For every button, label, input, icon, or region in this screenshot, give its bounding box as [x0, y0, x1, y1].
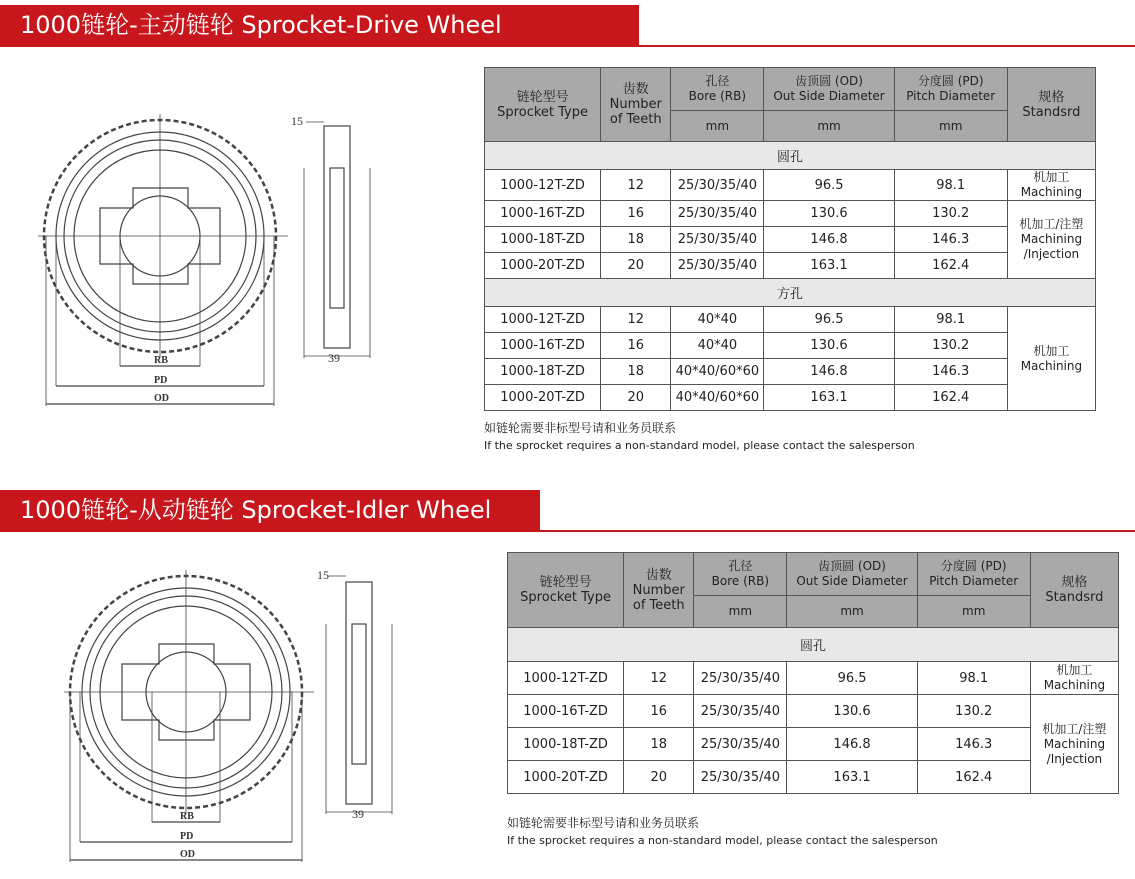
table-row: 1000-20T-ZD 20 40*40/60*60 163.1 162.4: [485, 385, 1096, 411]
col-type-header: 链轮型号 Sprocket Type: [508, 553, 624, 628]
pitch-label: PD: [180, 831, 194, 842]
side-width-label: 15: [291, 114, 303, 128]
table-row: 1000-12T-ZD 12 40*40 96.5 98.1 机加工 Machining: [485, 307, 1096, 333]
table-row: 1000-18T-ZD 18 40*40/60*60 146.8 146.3: [485, 359, 1096, 385]
col-std-header: 规格 Standsrd: [1007, 68, 1095, 142]
section-rule-drive: [0, 45, 1135, 47]
col-od-header: 齿顶圆 (OD) Out Side Diameter: [764, 68, 894, 111]
col-teeth-header: 齿数 Number of Teeth: [624, 553, 694, 628]
col-od-header: 齿顶圆 (OD) Out Side Diameter: [787, 553, 917, 596]
table-row: 1000-16T-ZD 16 40*40 130.6 130.2: [485, 333, 1096, 359]
unit-cell: mm: [694, 596, 787, 628]
section-title-idler: 1000链轮-从动链轮 Sprocket-Idler Wheel: [0, 490, 540, 530]
note-cn: 如链轮需要非标型号请和业务员联系: [507, 816, 700, 830]
table-row: 1000-16T-ZD 16 25/30/35/40 130.6 130.2 机加工/注塑 Machining /Injection: [485, 201, 1096, 227]
group-row-square: 方孔: [485, 279, 1096, 307]
group-row-round: 圆孔: [508, 628, 1119, 662]
unit-cell: mm: [894, 111, 1007, 142]
col-std-header: 规格 Standsrd: [1030, 553, 1118, 628]
section-rule-idler: [0, 530, 1135, 532]
table-row: 1000-16T-ZD 16 25/30/35/40 130.6 130.2 机加工/注塑 Machining /Injection: [508, 695, 1119, 728]
table-row: 1000-18T-ZD 18 25/30/35/40 146.8 146.3: [485, 227, 1096, 253]
drive-wheel-drawing: [38, 108, 388, 413]
group-row-round: 圆孔: [485, 142, 1096, 170]
col-pd-header: 分度圆 (PD) Pitch Diameter: [917, 553, 1030, 596]
drive-spec-table: [484, 67, 1096, 411]
unit-cell: mm: [671, 111, 764, 142]
table-row: 1000-12T-ZD 12 25/30/35/40 96.5 98.1 机加工 Machining: [508, 662, 1119, 695]
std-cell: 机加工/注塑 Machining /Injection: [1030, 695, 1118, 794]
section-title-drive: 1000链轮-主动链轮 Sprocket-Drive Wheel: [0, 5, 639, 45]
std-cell: 机加工 Machining: [1030, 662, 1118, 695]
idler-wheel-drawing: [60, 564, 410, 869]
col-pd-header: 分度圆 (PD) Pitch Diameter: [894, 68, 1007, 111]
std-cell: 机加工/注塑 Machining /Injection: [1007, 201, 1095, 279]
col-type-header: 链轮型号 Sprocket Type: [485, 68, 601, 142]
pitch-label: PD: [154, 375, 168, 386]
unit-cell: mm: [917, 596, 1030, 628]
unit-cell: mm: [764, 111, 894, 142]
idler-spec-table: [507, 552, 1119, 794]
col-teeth-header: 齿数 Number of Teeth: [601, 68, 671, 142]
note-cn: 如链轮需要非标型号请和业务员联系: [484, 421, 677, 435]
hub-width-label: 39: [328, 351, 340, 365]
table-row: 1000-20T-ZD 20 25/30/35/40 163.1 162.4: [508, 761, 1119, 794]
outer-label: OD: [180, 849, 195, 860]
idler-note: [507, 815, 938, 849]
side-width-label: 15: [317, 568, 329, 582]
unit-cell: mm: [787, 596, 917, 628]
col-bore-header: 孔径 Bore (RB): [671, 68, 764, 111]
drive-note: [484, 420, 915, 454]
std-cell: 机加工 Machining: [1007, 307, 1095, 411]
note-en: If the sprocket requires a non-standard model, please contact the salesperson: [484, 439, 915, 452]
note-en: If the sprocket requires a non-standard model, please contact the salesperson: [507, 834, 938, 847]
bore-label: RB: [180, 811, 194, 822]
bore-label: RB: [154, 355, 168, 366]
table-row: 1000-18T-ZD 18 25/30/35/40 146.8 146.3: [508, 728, 1119, 761]
hub-width-label: 39: [352, 807, 364, 821]
table-row: 1000-12T-ZD 12 25/30/35/40 96.5 98.1 机加工 Machining: [485, 170, 1096, 201]
outer-label: OD: [154, 393, 169, 404]
std-cell: 机加工 Machining: [1007, 170, 1095, 201]
col-bore-header: 孔径 Bore (RB): [694, 553, 787, 596]
table-row: 1000-20T-ZD 20 25/30/35/40 163.1 162.4: [485, 253, 1096, 279]
